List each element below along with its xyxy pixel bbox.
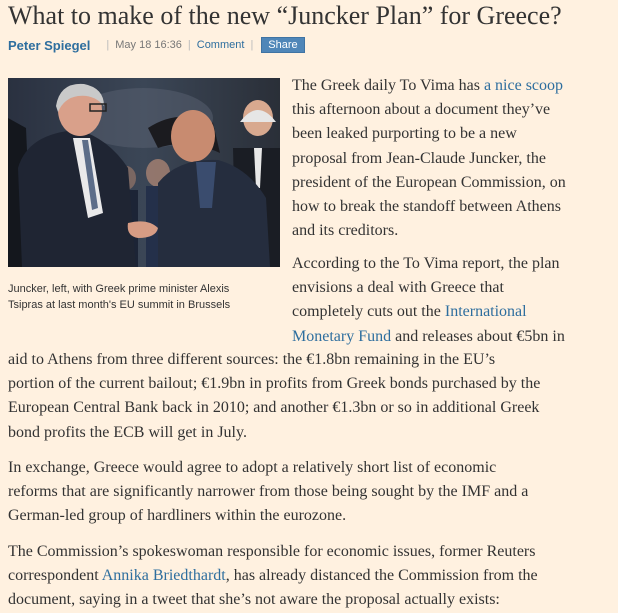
separator: |	[187, 39, 191, 51]
paragraph-text: correspondent	[8, 567, 102, 585]
photo-caption	[8, 282, 280, 313]
paragraph-line: aid to Athens from three different sources: the €1.8bn remaining in the EU’s	[8, 351, 496, 368]
paragraph-line: According to the To Vima report, the plan	[292, 255, 560, 272]
publish-date: May 18 16:36	[115, 39, 182, 51]
paragraph-line: European Central Bank back in 2010; and another €1.3bn or so in additional Greek	[8, 399, 540, 417]
paragraph-line: German-led group of hardliners within the eurozone.	[8, 507, 347, 525]
paragraph-line: portion of the current bailout; €1.9bn in profits from Greek bonds purchased by the	[8, 375, 541, 393]
paragraph-line: and its creditors.	[292, 222, 399, 240]
caption-line: Tsipras at last month's EU summit in Brussels	[8, 298, 231, 311]
paragraph-4	[8, 540, 538, 613]
paragraph-line: reforms that are significantly narrower from those being sought by the IMF and a	[8, 483, 529, 501]
paragraph-text: , has already distanced the Commission from the	[225, 567, 538, 585]
paragraph-line: envisions a deal with Greece that	[292, 279, 504, 297]
scoop-link[interactable]: a nice scoop	[483, 77, 564, 94]
article-photo	[8, 78, 280, 267]
paragraph-line: how to break the standoff between Athens	[292, 198, 561, 216]
paragraph-line	[292, 74, 566, 98]
paragraph-line: bond profits the ECB will get in July.	[8, 423, 247, 441]
photo-illustration	[8, 78, 280, 267]
comment-link[interactable]: Comment	[196, 39, 245, 51]
paragraph-text: completely cuts out the	[292, 303, 445, 321]
paragraph-line: The Commission’s spokeswoman responsible for economic issues, former Reuters	[8, 543, 536, 560]
author-link[interactable]: Peter Spiegel	[8, 37, 91, 53]
paragraph-2-bottom	[8, 348, 540, 445]
imf-link[interactable]: International	[444, 303, 527, 321]
paragraph-line: this afternoon about a document they’ve	[292, 101, 551, 119]
article-headline: What to make of the new “Juncker Plan” for Greece?	[8, 1, 562, 30]
paragraph-text: The Greek daily To Vima has	[292, 77, 484, 94]
byline	[8, 37, 305, 53]
briedthardt-link[interactable]: Annika Briedthardt	[101, 567, 226, 585]
paragraph-text: and releases about €5bn in	[391, 327, 565, 345]
separator: |	[106, 39, 110, 51]
paragraph-3	[8, 456, 528, 529]
paragraph-line: president of the European Commission, on	[292, 173, 566, 191]
paragraph-line: proposal from Jean-Claude Juncker, the	[292, 149, 546, 167]
paragraph-line: document, saying in a tweet that she’s not aware the proposal actually exists:	[8, 591, 500, 609]
paragraph-line: In exchange, Greece would agree to adopt a relatively short list of economic	[8, 459, 497, 476]
paragraph-line	[292, 300, 565, 324]
share-button[interactable]: Share	[261, 37, 304, 53]
imf-link-continued[interactable]: Monetary Fund	[292, 327, 392, 345]
paragraph-line: been leaked purporting to be a new	[292, 125, 517, 143]
caption-line: Juncker, left, with Greek prime minister Alexis	[8, 283, 230, 295]
separator: |	[250, 39, 254, 51]
paragraph-line	[8, 564, 538, 588]
paragraph-2-top	[292, 252, 565, 349]
paragraph-line	[292, 325, 565, 349]
paragraph-1	[292, 74, 566, 243]
